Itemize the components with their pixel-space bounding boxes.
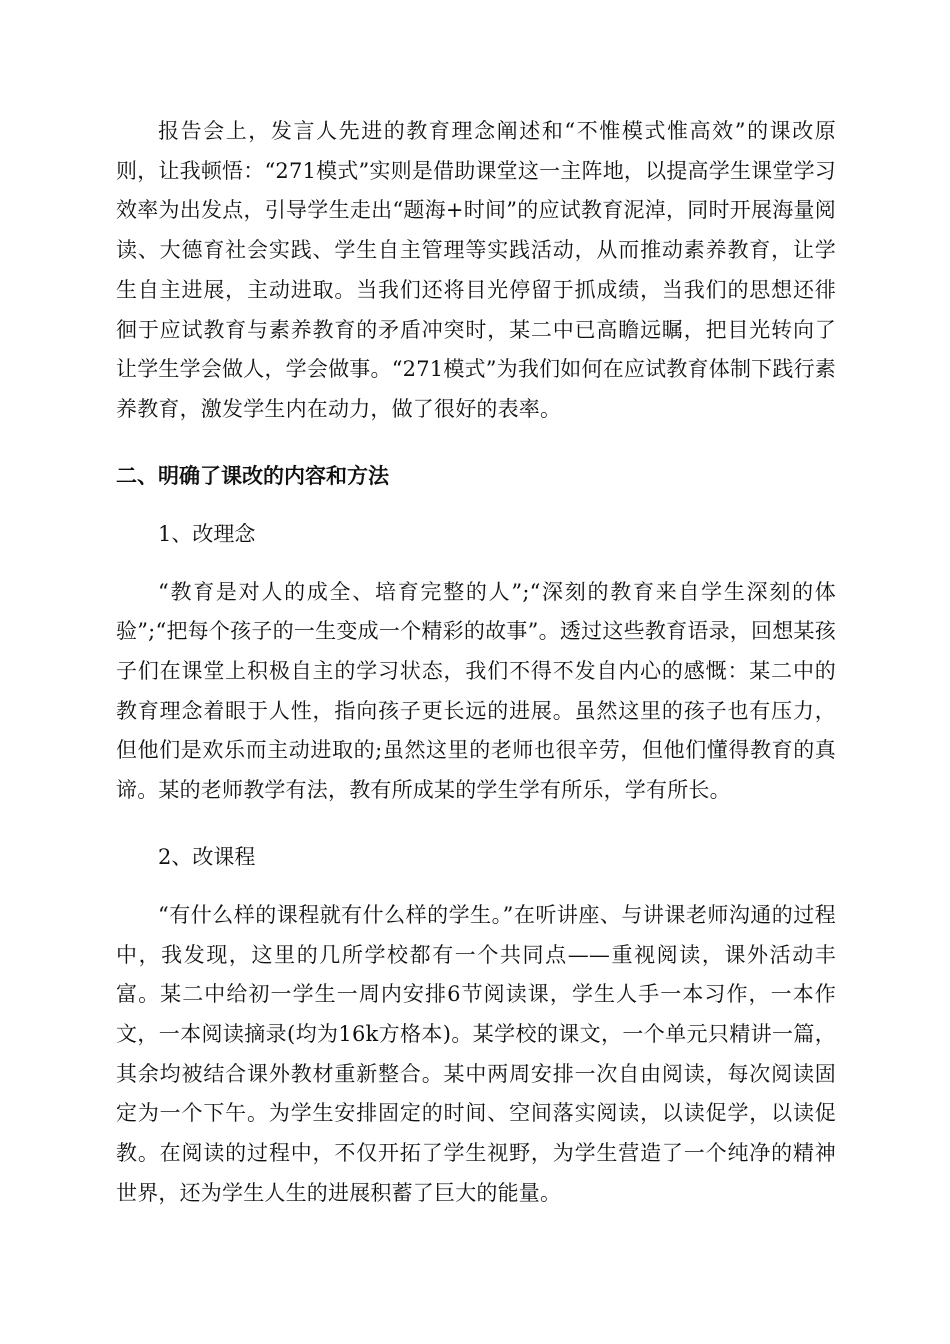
subsection-title: 2、改课程 (158, 844, 256, 869)
spacer (116, 554, 836, 573)
body-paragraph: “教育是对人的成全、培育完整的人”;“深刻的教育来自学生深刻的体验”;“把每个孩子的一生变成一个精彩的故事”。透过这些教育语录，回想某孩子们在课堂上积极自主的学习状态，我们不得不发自内心的感慨：某二中的教育理念着眼于人性，指向孩子更长远的进展。虽然这里的孩子也有压力，但他们是欢乐而主动进取的;虽然这里的老师也很辛劳，但他们懂得教育的真谛。某的老师教学有法，教有所成某的学生学有所乐，学有所长。 (116, 579, 836, 803)
spacer (116, 430, 836, 456)
spacer (116, 877, 836, 896)
spacer (116, 811, 836, 837)
section-heading: 二、明确了课改的内容和方法 (116, 463, 389, 488)
spacer (116, 496, 836, 514)
document-body (116, 112, 836, 1213)
subsection-title: 1、改理念 (158, 521, 256, 546)
body-paragraph: 报告会上，发言人先进的教育理念阐述和“不惟模式惟高效”的课改原则，让我顿悟：“271模式”实则是借助课堂这一主阵地，以提高学生课堂学习效率为出发点，引导学生走出“题海+时间”的应试教育泥淖，同时开展海量阅读、大德育社会实践、学生自主管理等实践活动，从而推动素养教育，让学生自主进展，主动进取。当我们还将目光停留于抓成绩，当我们的思想还徘徊于应试教育与素养教育的矛盾冲突时，某二中已高瞻远瞩，把目光转向了让学生学会做人，学会做事。“271模式”为我们如何在应试教育体制下践行素养教育，激发学生内在动力，做了很好的表率。 (116, 119, 836, 421)
body-paragraph: “有什么样的课程就有什么样的学生。”在听讲座、与讲课老师沟通的过程中，我发现，这里的几所学校都有一个共同点——重视阅读，课外活动丰富。某二中给初一学生一周内安排6节阅读课，学生人手一本习作，一本作文，一本阅读摘录(均为16k方格本)。某学校的课文，一个单元只精讲一篇，其余均被结合课外教材重新整合。某中两周安排一次自由阅读，每次阅读固定为一个下午。为学生安排固定的时间、空间落实阅读，以读促学，以读促教。在阅读的过程中，不仅开拓了学生视野，为学生营造了一个纯净的精神世界，还为学生人生的进展积蓄了巨大的能量。 (116, 902, 836, 1205)
